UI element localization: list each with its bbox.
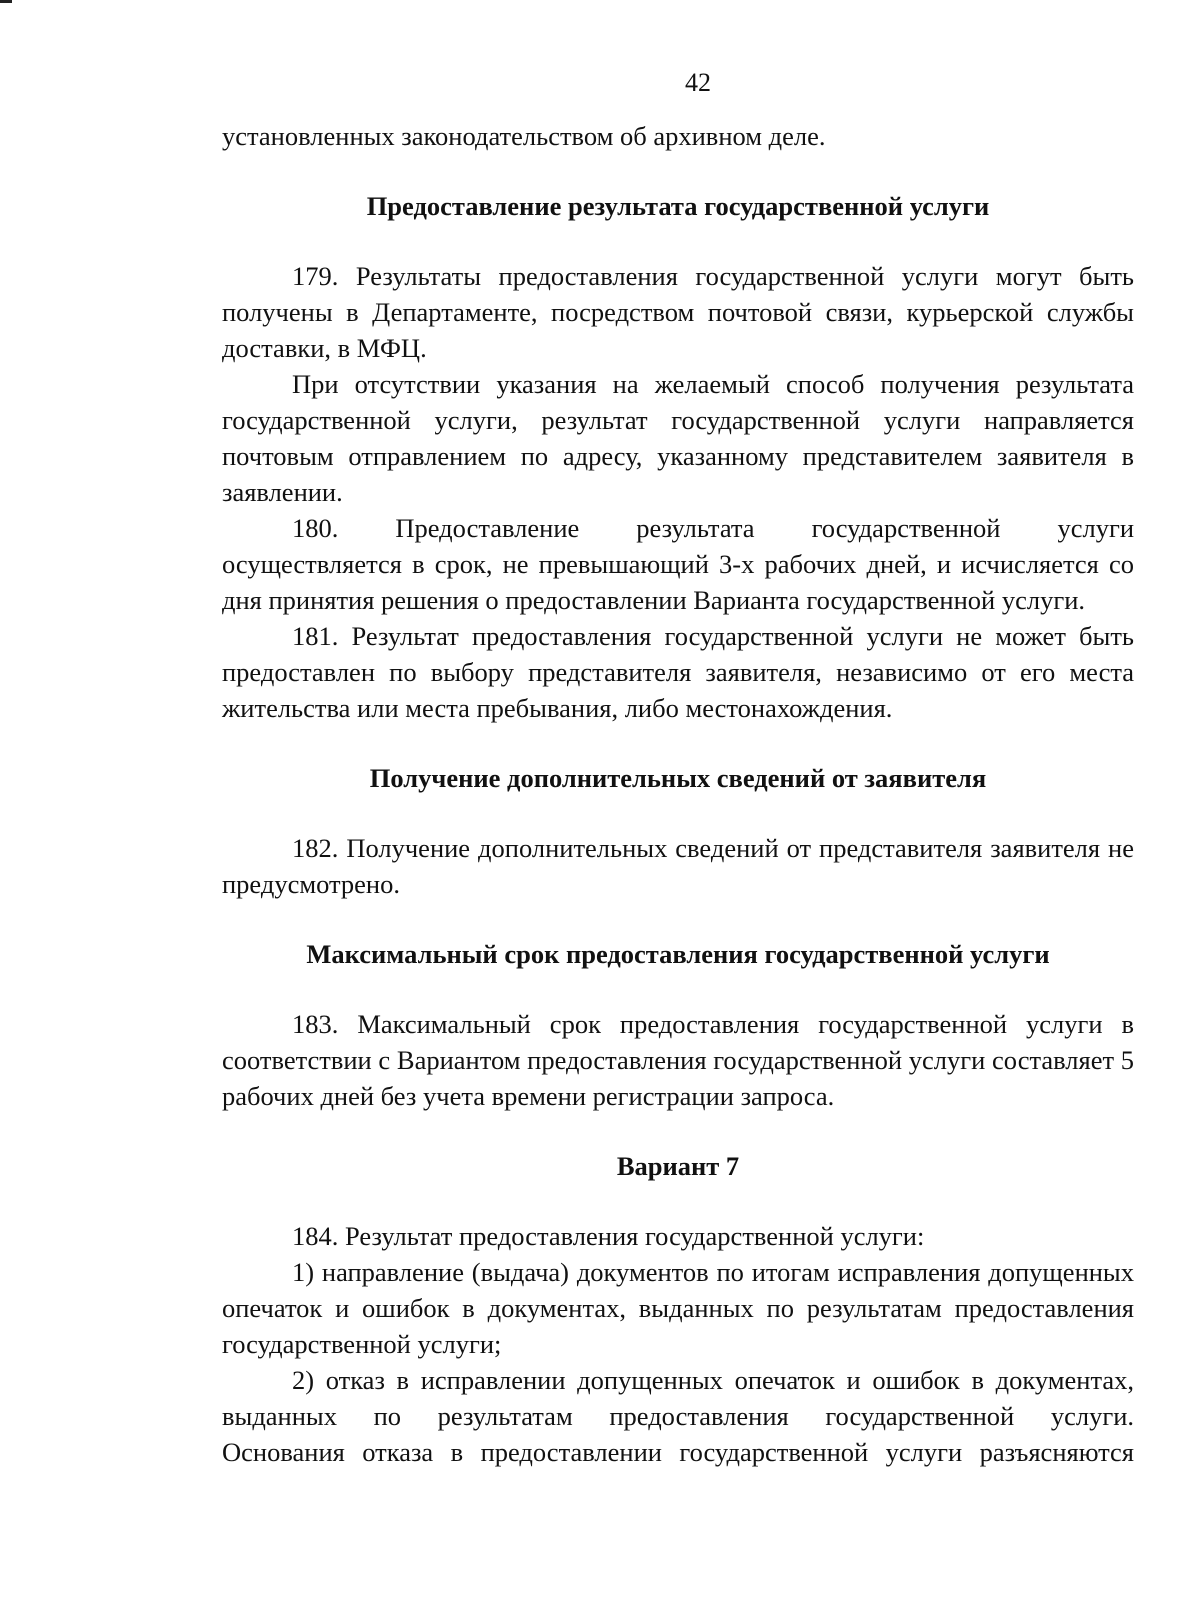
page-number: 42 — [685, 68, 711, 97]
paragraph-184: 184. Результат предоставления государственной услуги: — [292, 1221, 925, 1251]
paragraph-181: 181. Результат предоставления государственной услуги не может быть предоставлен по выбору представителя заявителя, независимо от его места жительства или места пребывания, либо местонахождения. — [222, 621, 1134, 723]
paragraph-184-refusal-grounds: Основания отказа в предоставлении государственной услуги разъясняются — [222, 1437, 1134, 1467]
paragraph-184-item-2: 2) отказ в исправлении допущенных опечаток и ошибок в документах, выданных по результатам предоставления государственной услуги. — [222, 1365, 1134, 1431]
scan-corner-mark — [0, 0, 12, 3]
paragraph-180: осуществляется в срок, не превышающий 3-х рабочих дней, и исчисляется со дня принятия решения о предоставлении Варианта государственной услуги. — [222, 549, 1134, 615]
section-heading-max-term: Максимальный срок предоставления государственной услуги — [306, 939, 1050, 969]
section-heading-variant-7: Вариант 7 — [616, 1151, 740, 1181]
paragraph-182: 182. Получение дополнительных сведений от представителя заявителя не предусмотрено. — [222, 833, 1134, 899]
section-heading-result-provision: Предоставление результата государственной услуги — [366, 191, 990, 221]
paragraph-183: 183. Максимальный срок предоставления государственной услуги в соответствии с Вариантом предоставления государственной услуги составляет 5 рабочих дней без учета времени регистрации запроса. — [222, 1009, 1134, 1111]
document-body — [222, 118, 1134, 1470]
paragraph-continuation: установленных законодательством об архивном деле. — [222, 121, 826, 151]
paragraph-179-delivery: При отсутствии указания на желаемый способ получения результата государственной услуги, результат государственной услуги направляется почтовым отправлением по адресу, указанному представителем заявителя в заявлении. — [222, 369, 1134, 507]
paragraph-179: 179. Результаты предоставления государственной услуги могут быть получены в Департаменте, посредством почтовой связи, курьерской службы доставки, в МФЦ. — [222, 261, 1134, 363]
paragraph-184-item-1: 1) направление (выдача) документов по итогам исправления допущенных опечаток и ошибок в документах, выданных по результатам предоставления государственной услуги; — [222, 1257, 1134, 1359]
section-heading-additional-info: Получение дополнительных сведений от заявителя — [369, 763, 987, 793]
paragraph-180-first-line: 180. Предоставление результата государственной услуги — [292, 513, 1134, 543]
